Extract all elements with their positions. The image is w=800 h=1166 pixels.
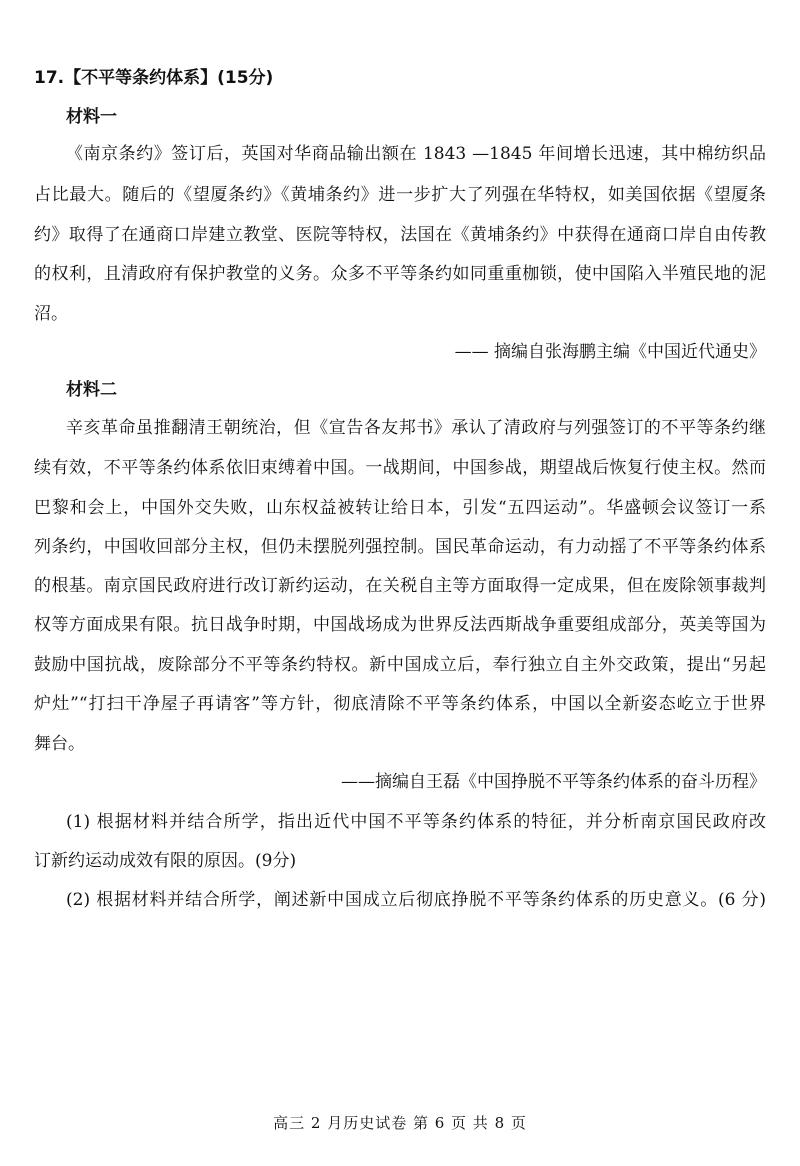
sub-question-2-line: (2) 根据材料并结合所学，阐述新中国成立后彻底挣脱不平等条约体系的历史意义。(6 分): [66, 890, 766, 910]
material1-label: 材料一: [66, 107, 117, 127]
material2-line: 巴黎和会上，中国外交失败，山东权益被转让给日本，引发“五四运动”。华盛顿会议签订一系: [34, 498, 766, 518]
material2-line: 鼓励中国抗战，废除部分不平等条约特权。新中国成立后，奉行独立自主外交政策，提出“另起: [34, 655, 766, 675]
material2-label: 材料二: [66, 380, 117, 400]
material1-source: —— 摘编自张海鹏主编《中国近代通史》: [454, 342, 766, 362]
question-header: 17.【不平等条约体系】(15分): [34, 68, 274, 88]
sub-question-1-line: 订新约运动成效有限的原因。(9分): [34, 851, 297, 871]
material1-line: 沼。: [34, 304, 68, 324]
material1-line: 的权利，且清政府有保护教堂的义务。众多不平等条约如同重重枷锁，使中国陷入半殖民地的泥: [34, 264, 766, 284]
material2-line: 的根基。南京国民政府进行改订新约运动，在关税自主等方面取得一定成果，但在废除领事裁判: [34, 576, 766, 596]
sub-question-1-line: (1) 根据材料并结合所学，指出近代中国不平等条约体系的特征，并分析南京国民政府改: [66, 812, 766, 832]
material2-source: ——摘编自王磊《中国挣脱不平等条约体系的奋斗历程》: [341, 772, 766, 792]
material2-line: 辛亥革命虽推翻清王朝统治，但《宣告各友邦书》承认了清政府与列强签订的不平等条约继: [66, 418, 766, 438]
material2-line: 续有效，不平等条约体系依旧束缚着中国。一战期间，中国参战，期望战后恢复行使主权。然而: [34, 458, 766, 478]
material2-line: 列条约，中国收回部分主权，但仍未摆脱列强控制。国民革命运动，有力动摇了不平等条约体系: [34, 537, 766, 557]
page-footer: 高三 2 月历史试卷 第 6 页 共 8 页: [273, 1114, 527, 1132]
material1-line: 占比最大。随后的《望厦条约》《黄埔条约》进一步扩大了列强在华特权，如美国依据《望厦条: [34, 185, 766, 205]
material2-line: 权等方面成果有限。抗日战争时期，中国战场成为世界反法西斯战争重要组成部分，英美等国为: [34, 615, 766, 635]
material2-line: 舞台。: [34, 734, 85, 754]
material2-line: 炉灶”“打扫干净屋子再请客”等方针，彻底清除不平等条约体系，中国以全新姿态屹立于世界: [34, 694, 766, 714]
material1-line: 约》取得了在通商口岸建立教堂、医院等特权，法国在《黄埔条约》中获得在通商口岸自由传教: [34, 225, 766, 245]
material1-line: 《南京条约》签订后，英国对华商品输出额在 1843 —1845 年间增长迅速，其中棉纺织品: [66, 144, 766, 164]
